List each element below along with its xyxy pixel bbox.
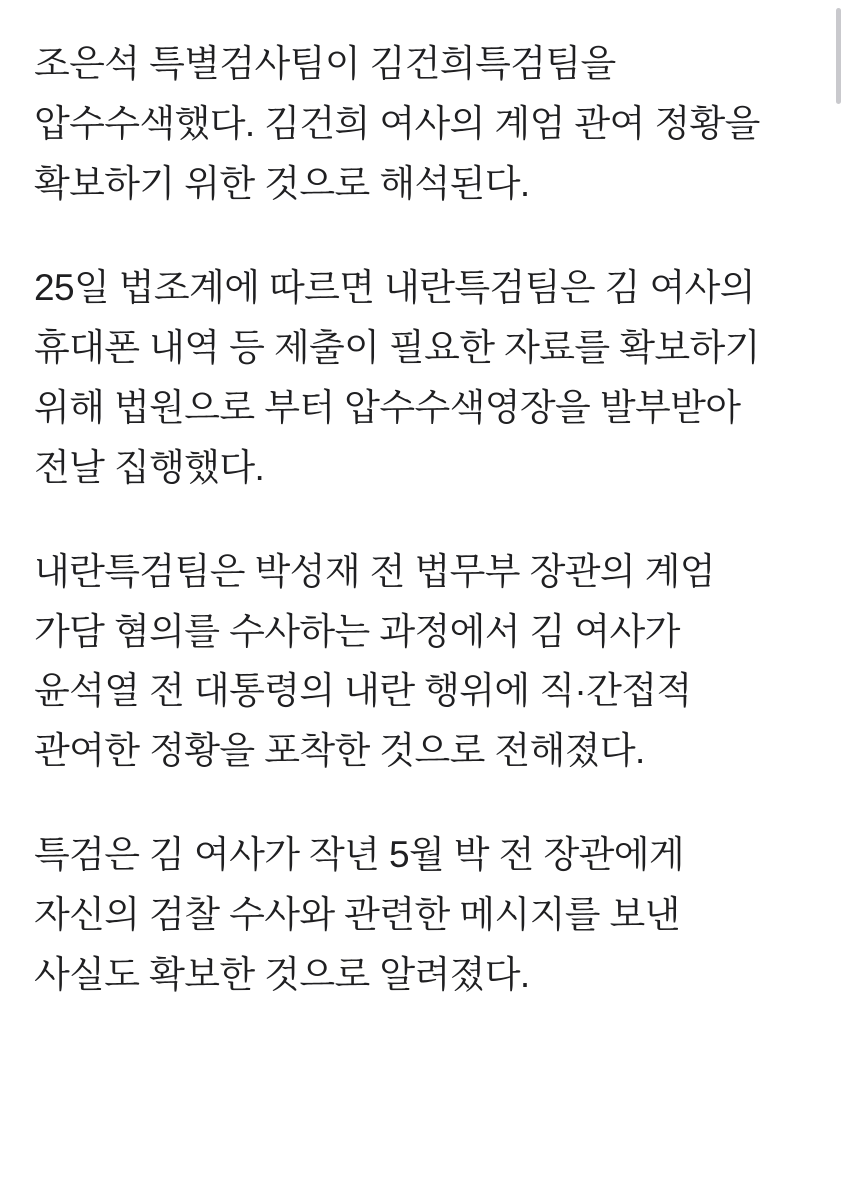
article-paragraph-2: 25일 법조계에 따르면 내란특검팀은 김 여사의 휴대폰 내역 등 제출이 필요한 자료를 확보하기 위해 법원으로 부터 압수수색영장을 발부받아 전날 집행했다. (34, 266, 770, 488)
article-paragraph-1: 조은석 특별검사팀이 김건희특검팀을 압수수색했다. 김건희 여사의 계엄 관여 정황을 확보하기 위한 것으로 해석된다. (34, 43, 770, 204)
vertical-scrollbar-track[interactable] (836, 0, 841, 1185)
vertical-scrollbar-thumb[interactable] (836, 8, 841, 104)
article-paragraph-3: 내란특검팀은 박성재 전 법무부 장관의 계엄 가담 혐의를 수사하는 과정에서 김 여사가 윤석열 전 대통령의 내란 행위에 직·간접적 관여한 정황을 포착한 것으로 전해졌다. (34, 550, 725, 772)
article-paragraph-4: 특검은 김 여사가 작년 5월 박 전 장관에게 자신의 검찰 수사와 관련한 메시지를 보낸 사실도 확보한 것으로 알려졌다. (34, 834, 694, 996)
